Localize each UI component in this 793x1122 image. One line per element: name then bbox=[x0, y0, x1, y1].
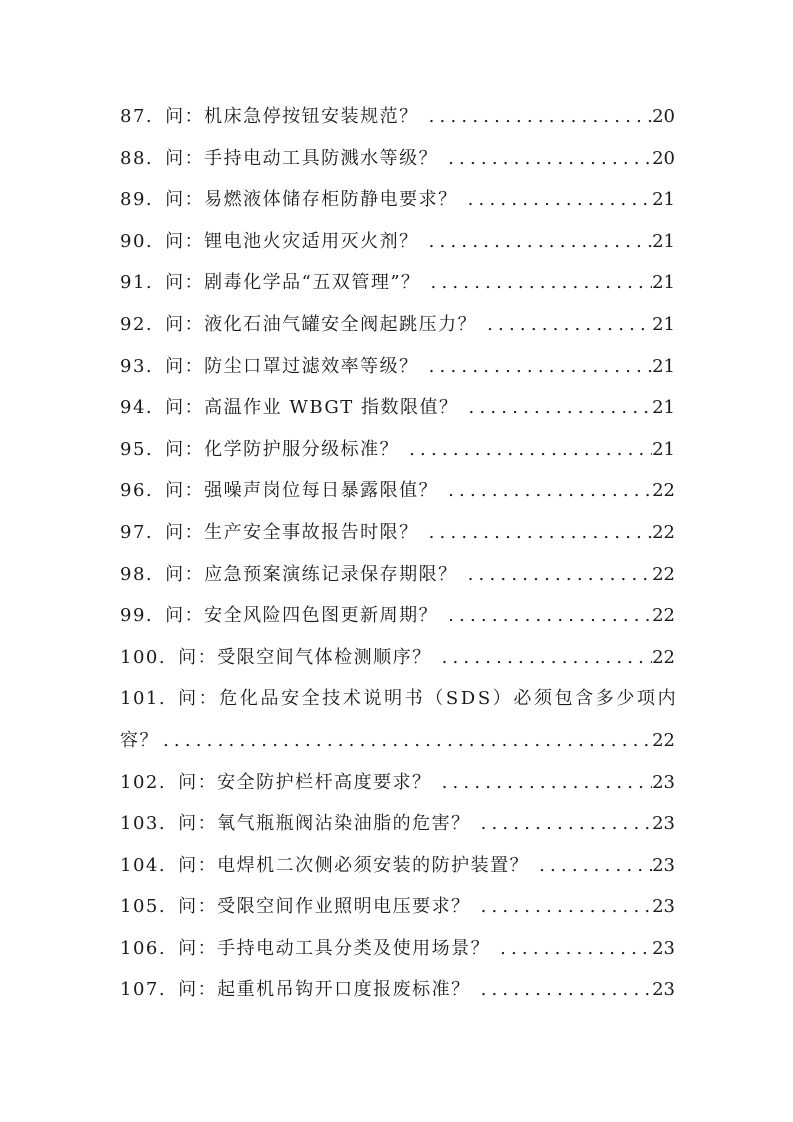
toc-entry-page: 23 bbox=[652, 854, 675, 876]
toc-entry-title: 问：高温作业 WBGT 指数限值？ bbox=[165, 397, 459, 419]
toc-entry-title: 问：强噪声岗位每日暴露限值？ bbox=[165, 480, 439, 502]
toc-entry-number: 93. bbox=[120, 355, 154, 377]
toc-entry-page: 21 bbox=[652, 355, 675, 377]
toc-entry[interactable] bbox=[120, 304, 675, 346]
toc-entry-title: 问：手持电动工具防溅水等级？ bbox=[165, 147, 439, 169]
toc-entry[interactable] bbox=[120, 928, 675, 970]
toc-leader-dots bbox=[419, 221, 652, 263]
toc-entry-number: 90. bbox=[120, 230, 154, 252]
toc-leader-dots bbox=[438, 138, 652, 180]
toc-entry[interactable] bbox=[120, 262, 675, 304]
toc-entry-title: 问：化学防护服分级标准？ bbox=[165, 438, 400, 460]
toc-entry-number: 101. bbox=[120, 688, 167, 710]
toc-leader-dots bbox=[438, 595, 652, 637]
toc-leader-dots bbox=[529, 845, 652, 887]
toc-entry-page: 23 bbox=[652, 896, 675, 918]
toc-entry-title: 问：起重机吊钩开口度报废标准？ bbox=[178, 979, 471, 1001]
toc-entry-number: 102. bbox=[120, 771, 167, 793]
toc-entry-number: 106. bbox=[120, 937, 167, 959]
table-of-contents bbox=[120, 96, 679, 1011]
toc-entry-number: 107. bbox=[120, 979, 167, 1001]
toc-entry-page: 22 bbox=[652, 480, 675, 502]
toc-entry-number: 89. bbox=[120, 189, 154, 211]
toc-entry-page: 22 bbox=[652, 563, 675, 585]
toc-entry[interactable] bbox=[120, 346, 675, 388]
toc-entry-number: 105. bbox=[120, 896, 167, 918]
toc-entry-title: 问：危化品安全技术说明书（SDS）必须包含多少项内 bbox=[178, 688, 679, 710]
toc-entry-page: 23 bbox=[652, 771, 675, 793]
toc-entry-number: 96. bbox=[120, 480, 154, 502]
toc-entry-title: 问：应急预案演练记录保存期限？ bbox=[165, 563, 458, 585]
toc-entry-continuation[interactable] bbox=[120, 720, 675, 762]
toc-entry-number: 94. bbox=[120, 397, 154, 419]
toc-leader-dots bbox=[419, 512, 652, 554]
toc-entry-title: 问：受限空间作业照明电压要求？ bbox=[178, 896, 471, 918]
toc-entry-number: 99. bbox=[120, 605, 154, 627]
toc-leader-dots bbox=[459, 387, 653, 429]
toc-entry[interactable] bbox=[120, 554, 675, 596]
toc-leader-dots bbox=[432, 762, 653, 804]
toc-entry-number: 91. bbox=[120, 272, 154, 294]
toc-entry[interactable] bbox=[120, 387, 675, 429]
toc-entry[interactable] bbox=[120, 221, 675, 263]
toc-entry-number: 97. bbox=[120, 521, 154, 543]
toc-entry-title: 问：电焊机二次侧必须安装的防护装置？ bbox=[178, 854, 530, 876]
toc-entry-title: 问：剧毒化学品“五双管理”？ bbox=[165, 272, 421, 294]
toc-leader-dots bbox=[421, 262, 653, 304]
toc-leader-dots bbox=[399, 429, 652, 471]
toc-entry-page: 21 bbox=[652, 438, 675, 460]
toc-entry-page: 22 bbox=[652, 605, 675, 627]
toc-entry-title: 问：安全防护栏杆高度要求？ bbox=[178, 771, 432, 793]
toc-entry[interactable] bbox=[120, 138, 675, 180]
toc-entry-number: 100. bbox=[120, 646, 167, 668]
toc-entry-title: 问：手持电动工具分类及使用场景？ bbox=[178, 937, 491, 959]
toc-entry-title-continued: 容？ bbox=[120, 729, 159, 751]
toc-entry-number: 95. bbox=[120, 438, 154, 460]
toc-entry-title: 问：氧气瓶瓶阀沾染油脂的危害？ bbox=[178, 813, 471, 835]
toc-entry-title: 问：防尘口罩过滤效率等级？ bbox=[165, 355, 419, 377]
toc-leader-dots bbox=[477, 304, 652, 346]
toc-leader-dots bbox=[419, 346, 652, 388]
toc-entry[interactable] bbox=[120, 96, 675, 138]
toc-entry[interactable] bbox=[120, 803, 675, 845]
toc-leader-dots bbox=[432, 637, 653, 679]
toc-entry-page: 23 bbox=[652, 937, 675, 959]
toc-leader-dots bbox=[458, 554, 652, 596]
toc-entry-title: 问：液化石油气罐安全阀起跳压力？ bbox=[165, 313, 478, 335]
toc-entry-number: 104. bbox=[120, 854, 167, 876]
toc-entry[interactable] bbox=[120, 762, 675, 804]
toc-leader-dots bbox=[159, 720, 652, 762]
toc-entry-page: 22 bbox=[652, 646, 675, 668]
toc-entry-page: 23 bbox=[652, 813, 675, 835]
toc-entry[interactable] bbox=[120, 179, 675, 221]
toc-entry-title: 问：受限空间气体检测顺序？ bbox=[178, 646, 432, 668]
toc-entry-number: 87. bbox=[120, 106, 154, 127]
toc-entry[interactable] bbox=[120, 470, 675, 512]
toc-entry-title: 问：机床急停按钮安装规范？ bbox=[165, 106, 419, 127]
toc-entry-number: 92. bbox=[120, 313, 154, 335]
toc-entry-page: 21 bbox=[652, 230, 675, 252]
toc-leader-dots bbox=[471, 803, 653, 845]
toc-leader-dots bbox=[490, 928, 652, 970]
toc-entry[interactable] bbox=[120, 595, 675, 637]
toc-entry-title: 问：易燃液体储存柜防静电要求？ bbox=[165, 189, 458, 211]
toc-entry-page: 21 bbox=[652, 397, 675, 419]
toc-entry-page: 22 bbox=[652, 729, 675, 751]
toc-entry-page: 20 bbox=[652, 106, 675, 127]
toc-leader-dots bbox=[419, 96, 652, 138]
toc-entry-page: 20 bbox=[652, 147, 675, 169]
toc-leader-dots bbox=[471, 886, 653, 928]
toc-entry[interactable] bbox=[120, 429, 675, 471]
toc-entry[interactable] bbox=[120, 512, 675, 554]
toc-entry[interactable] bbox=[120, 845, 675, 887]
toc-entry-title: 问：安全风险四色图更新周期？ bbox=[165, 605, 439, 627]
toc-leader-dots bbox=[471, 969, 653, 1011]
toc-entry-page: 23 bbox=[652, 979, 675, 1001]
toc-leader-dots bbox=[438, 470, 652, 512]
toc-entry-title: 问：生产安全事故报告时限？ bbox=[165, 521, 419, 543]
toc-leader-dots bbox=[458, 179, 652, 221]
toc-entry-page: 22 bbox=[652, 521, 675, 543]
toc-entry[interactable] bbox=[120, 637, 675, 679]
toc-entry[interactable] bbox=[120, 678, 679, 720]
toc-entry[interactable] bbox=[120, 886, 675, 928]
toc-entry-page: 21 bbox=[652, 272, 675, 294]
toc-entry-number: 103. bbox=[120, 813, 167, 835]
toc-entry-number: 98. bbox=[120, 563, 154, 585]
toc-entry-page: 21 bbox=[652, 189, 675, 211]
toc-entry[interactable] bbox=[120, 969, 675, 1011]
toc-entry-page: 21 bbox=[652, 313, 675, 335]
toc-entry-number: 88. bbox=[120, 147, 154, 169]
toc-entry-title: 问：锂电池火灾适用灭火剂？ bbox=[165, 230, 419, 252]
